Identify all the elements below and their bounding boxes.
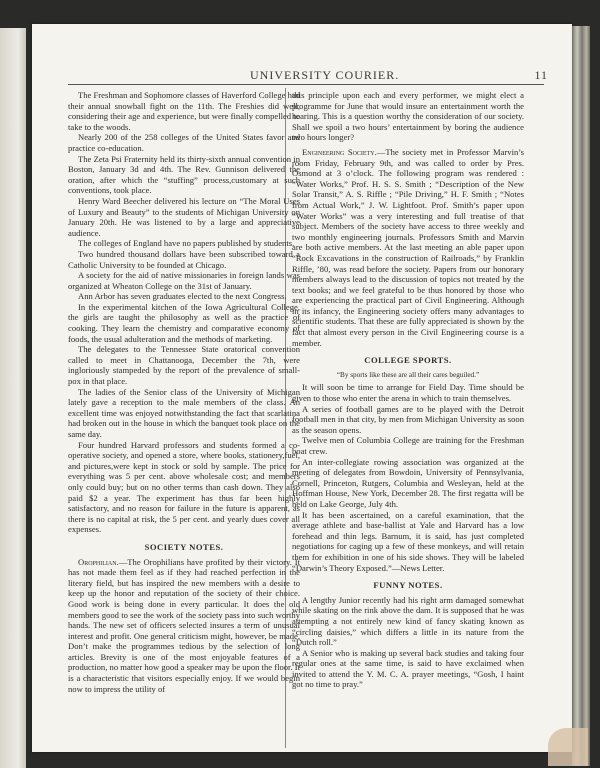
news-item: The Zeta Psi Fraternity held its thirty-sixth annual convention in Boston, January 3d and 4th. The Rev. Gunnison delivered the oration, after which the “stuffing” process,customary at such conventions, took place. <box>68 153 300 196</box>
reader-thumb <box>548 728 588 766</box>
news-item: The colleges of England have no papers published by students. <box>78 238 295 249</box>
news-item: Henry Ward Beecher delivered his lecture on “The Moral Uses of Luxury and Beauty” to the students of Michigan University on January 20th. He was listened to by a large and appreciative audience. <box>68 195 300 238</box>
sports-item: A series of football games are to be played with the Detroit football men in that city, by men from Michigan University as soon as the season opens. <box>292 403 524 435</box>
funny-notes-heading: FUNNY NOTES. <box>373 580 443 591</box>
society-notes-lead: Orophilian. <box>78 556 119 567</box>
sports-item: It has been ascertained, on a careful examination, that the average athlete and base-ballist at Yale and Harvard has a low forehead and thin legs. Barnum, it is said, has just completed negotiations for caging up a few of these monkeys, and will retain them for exhibition in one of his side shows. They will be labeled “Darwin’s Theory Exposed.”—News Letter. <box>292 509 524 573</box>
left-column <box>68 90 300 694</box>
society-notes-heading: SOCIETY NOTES. <box>144 541 224 552</box>
engineering-society-item <box>292 147 524 348</box>
newspaper-page <box>32 24 572 752</box>
college-sports-heading: COLLEGE SPORTS. <box>364 355 452 366</box>
news-item: Nearly 200 of the 258 colleges of the United States favor and practice co-education. <box>68 132 300 153</box>
engineering-society-text: —The society met in Professor Marvin’s room Friday, February 9th, and was called to order by Pres. Osmond at 3 o’clock. The following program was rendered : “Water Works,” Prof. H. S. S. Smith ; “Description of the New Solar Transit,” A. S. Riffle ; “Pile Driving,” H. F. Smith ; “Notes from Actual Work,” J. W. Lightfoot. Prof. Smith’s paper upon “Water Works” was a very interesting and full treatise of that subject. Members of the society have access to three weekly and two monthly engineering journals. Professors Smith and Marvin are both active members. At the last meeting an able paper upon “Rock Excavations in the construction of Railroads,” by Franklin Riffle, ’80, was read before the society. Papers from our honorary members always lead to the discussion of topics not treated by the text books; and we feel grateful to be thus honored by those who are experiencing the practical part of Civil Engineering. Although in its infancy, the Engineering society offers many advantages to scientific students. That these are fully appreciated is shown by the fact that almost every person in the Civil Engineering course is a member. <box>292 146 524 348</box>
college-sports-motto: “By sports like these are all their cares beguiled.” <box>336 370 480 379</box>
running-title: UNIVERSITY COURIER. <box>250 68 400 82</box>
right-column <box>292 90 524 690</box>
header-rule <box>68 84 544 85</box>
book-spine <box>572 26 590 766</box>
news-item: In the experimental kitchen of the Iowa Agricultural College, the girls are taught the philosophy as well as the practice of cooking. They learn the chemistry and comparative economy of foods, the usual adulteration and the methods of marketing. <box>68 301 300 344</box>
sports-item: It will soon be time to arrange for Field Day. Time should be given to those who enter the arena in which to train themselves. <box>292 382 524 404</box>
news-item: Two hundred thousand dollars have been subscribed toward a Catholic University to be founded at Chicago. <box>68 248 300 270</box>
funny-item: A lengthy Junior recently had his right arm damaged somewhat while skating on the rink above the dam. It is supposed that he was attempting a not entirely new kind of fancy skating known as “circling daisies,” which differs a little in its nature from the “Dutch roll.” <box>292 594 524 648</box>
page-number: 11 <box>534 68 548 82</box>
news-item: The Freshman and Sophomore classes of Haverford College had their annual snowball fight on the 11th. The Freshies did well, considering their age and experience, but were finally compelled to take to the woods. <box>68 90 300 132</box>
news-item: A society for the aid of native missionaries in foreign lands was organized at Wheaton College on the 31st of January. <box>68 270 300 291</box>
society-notes-item <box>68 557 300 695</box>
engineering-society-lead: Engineering Society. <box>302 146 377 157</box>
sports-item: Twelve men of Columbia College are training for the Freshman boat crew. <box>292 435 524 456</box>
sports-item: An inter-collegiate rowing association was organized at the meeting of delegates from Bowdoin, University of Pennsylvania, Cornell, Princeton, Rutgers, Columbia and Wesleyan, held at the Hoffman House, New York, December 28. The first regatta will be held on Lake George, July 4th. <box>292 456 524 509</box>
page-header <box>68 68 548 84</box>
society-notes-text: —The Orophilians have profited by their victory. It has not made them feel as if they had reached perfection in the literary field, but has inspired the new members with a desire to keep up the honor and reputation of the society of their choice. Good work is being done in every particular. It does the old members good to see the work of the society pass into such worthy hands. The new set of officers selected insures a term of unusual interest and profit. One general criticism might, however, be made. Don’t make the programmes tedious by the selection of long articles. Brevity is one of the most enjoyable features of a production, no matter how good a speaker may be upon the floor. It is a characteristic that visitors especially enjoy. If we would begin now to impress the utility of <box>68 556 300 694</box>
news-item: The ladies of the Senior class of the University of Michigan lately gave a reception to the male members of the class. An excellent time was enjoyed notwithstanding the fact that scarlatina had broken out in the house in which the banquet took place on the same day. <box>68 386 300 439</box>
funny-item: A Senior who is making up several back studies and taking four regular ones at the same time, is said to have exclaimed when invited to attend the Y. M. C. A. prayer meetings, “Gosh, I haint got no time to pray.” <box>292 647 524 690</box>
continued-text: this principle upon each and every performer, we might elect a programme for June that would insure an entertainment worth the hearing. This is a question worthy the consideration of our society. Shall we spoil a two hours’ entertainment by boring the audience two hours longer? <box>292 90 524 143</box>
news-item: Ann Arbor has seven graduates elected to the next Congress. <box>78 291 287 302</box>
adjacent-page-edge <box>0 28 26 768</box>
news-item: Four hundred Harvard professors and students formed a co-operative society, and opened a store, where books, stationery,fuel, and pictures,were kept in stock or sold by sample. The price for everything was 5 per cent. above wholesale cost; and members only could buy; but on no other terms than cash down. They also paid $2 a year. The experiment has thus far been highly satisfactory, and no reason for failure in the future is apparent, as there is no capital at risk, the 5 per cent. and yearly dues cover all expenses. <box>68 439 300 535</box>
news-item: The delegates to the Tennessee State oratorical convention called to meet in Chattanooga, December the 7th, were ingloriously stampeded by the report of the prevalence of small-pox in that place. <box>68 344 300 387</box>
